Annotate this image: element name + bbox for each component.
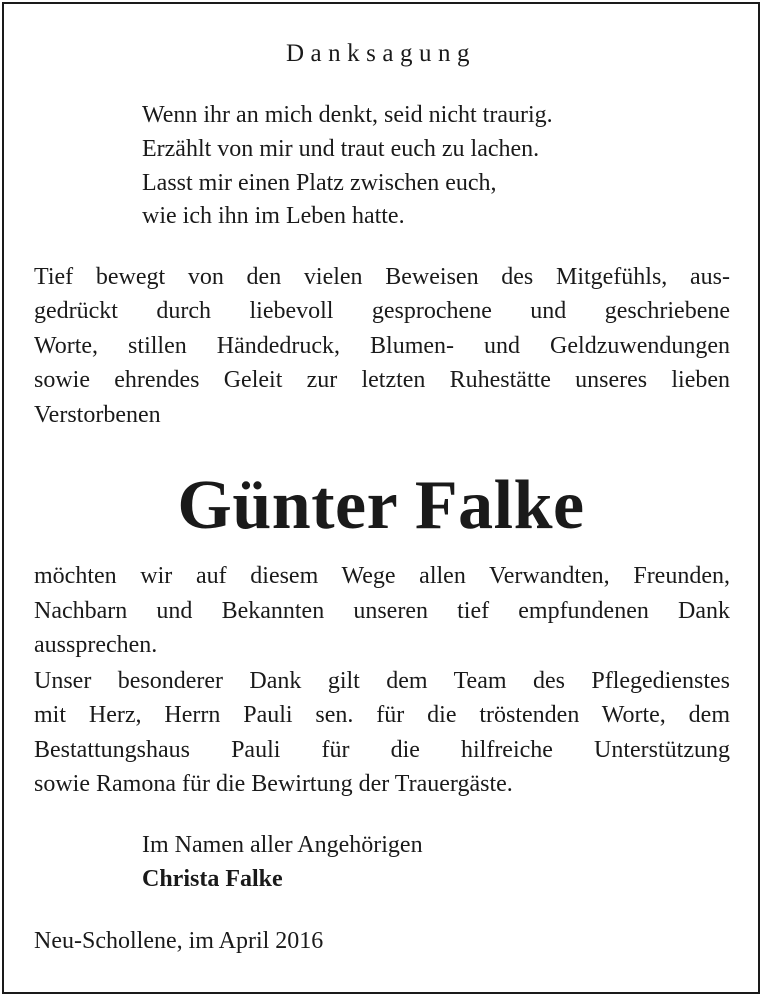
poem-line: wie ich ihn im Leben hatte.	[142, 203, 405, 229]
notice-heading: Danksagung	[286, 40, 476, 67]
thanks-line: Nachbarn und Bekannten unseren tief empfundenen Dank	[34, 598, 730, 624]
poem-line: Wenn ihr an mich denkt, seid nicht traurig.	[142, 102, 553, 128]
on-behalf-text: Im Namen aller Angehörigen	[142, 832, 423, 858]
intro-line: Worte, stillen Händedruck, Blumen- und Geldzuwendungen	[34, 333, 730, 359]
intro-line: gedrückt durch liebevoll gesprochene und geschriebene	[34, 298, 730, 324]
poem-line: Lasst mir einen Platz zwischen euch,	[142, 170, 497, 196]
thanks-line: aussprechen.	[34, 632, 158, 658]
thanks-line: Unser besonderer Dank gilt dem Team des Pflegedienstes	[34, 668, 730, 694]
deceased-name: Günter Falke	[177, 467, 585, 544]
signatory-name: Christa Falke	[142, 866, 283, 892]
thanks-line: mit Herz, Herrn Pauli sen. für die tröstenden Worte, dem	[34, 702, 730, 728]
thanks-line: Bestattungshaus Pauli für die hilfreiche Unterstützung	[34, 737, 730, 763]
thanks-line: möchten wir auf diesem Wege allen Verwandten, Freunden,	[34, 563, 730, 589]
intro-line: Verstorbenen	[34, 402, 161, 428]
poem-line: Erzählt von mir und traut euch zu lachen.	[142, 136, 540, 162]
intro-line: sowie ehrendes Geleit zur letzten Ruhestätte unseres lieben	[34, 367, 730, 393]
place-date: Neu-Schollene, im April 2016	[34, 928, 324, 954]
thanks-line: sowie Ramona für die Bewirtung der Trauergäste.	[34, 771, 513, 797]
intro-line: Tief bewegt von den vielen Beweisen des Mitgefühls, aus-	[34, 264, 730, 290]
